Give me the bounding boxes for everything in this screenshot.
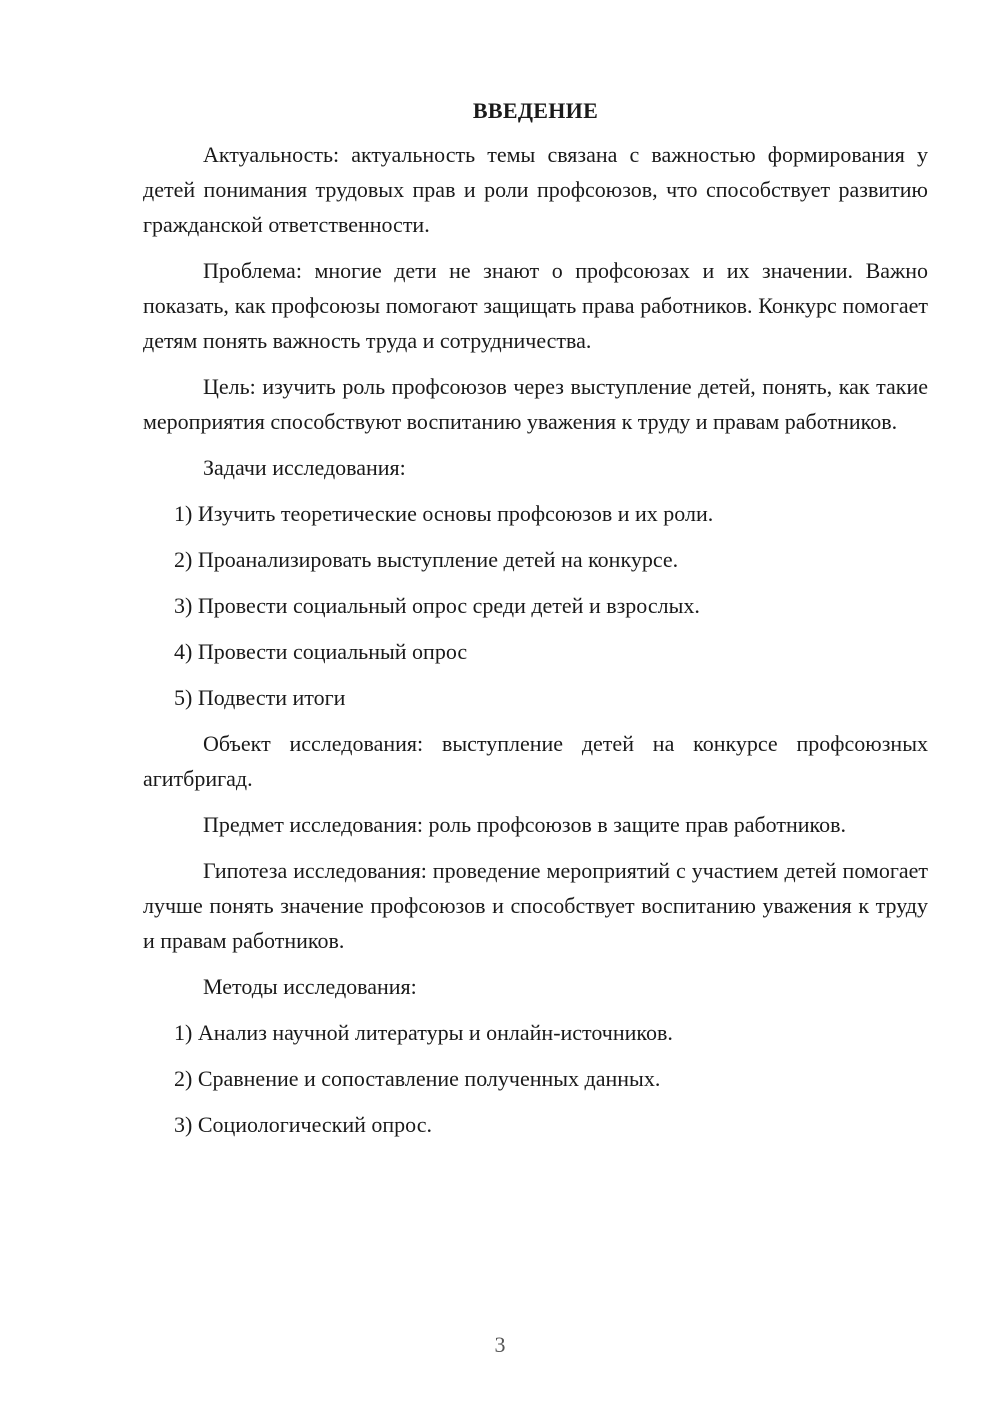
list-item: 1) Анализ научной литературы и онлайн-источников.	[174, 1020, 673, 1045]
paragraph-goal: Цель: изучить роль профсоюзов через выступление детей, понять, как такие мероприятия способствуют воспитанию уважения к труду и правам работников.	[143, 374, 928, 434]
paragraph-relevance: Актуальность: актуальность темы связана с важностью формирования у детей понимания трудовых прав и роли профсоюзов, что способствует развитию гражданской ответственности.	[143, 142, 928, 237]
list-item: 2) Сравнение и сопоставление полученных данных.	[174, 1066, 661, 1091]
list-item: 5) Подвести итоги	[174, 685, 346, 710]
paragraph-problem: Проблема: многие дети не знают о профсоюзах и их значении. Важно показать, как профсоюзы помогают защищать права работников. Конкурс помогает детям понять важность труда и сотрудничества.	[143, 258, 928, 353]
tasks-list	[143, 496, 928, 715]
list-item: 3) Социологический опрос.	[174, 1112, 432, 1137]
paragraph-hypothesis: Гипотеза исследования: проведение мероприятий с участием детей помогает лучше понять значение профсоюзов и способствует воспитанию уважения к труду и правам работников.	[143, 858, 928, 953]
methods-title: Методы исследования:	[203, 974, 417, 999]
list-item: 2) Проанализировать выступление детей на конкурсе.	[174, 547, 679, 572]
paragraph-subject: Предмет исследования: роль профсоюзов в защите прав работников.	[203, 812, 846, 837]
list-item: 3) Провести социальный опрос среди детей и взрослых.	[174, 593, 700, 618]
page-number: 3	[494, 1332, 506, 1357]
paragraph-object: Объект исследования: выступление детей на конкурсе профсоюзных агитбригад.	[143, 731, 928, 791]
list-item: 1) Изучить теоретические основы профсоюзов и их роли.	[174, 501, 714, 526]
document-page	[143, 95, 928, 1153]
tasks-title: Задачи исследования:	[203, 455, 406, 480]
section-heading: ВВЕДЕНИЕ	[472, 98, 599, 123]
list-item: 4) Провести социальный опрос	[174, 639, 468, 664]
methods-list	[143, 1015, 928, 1142]
